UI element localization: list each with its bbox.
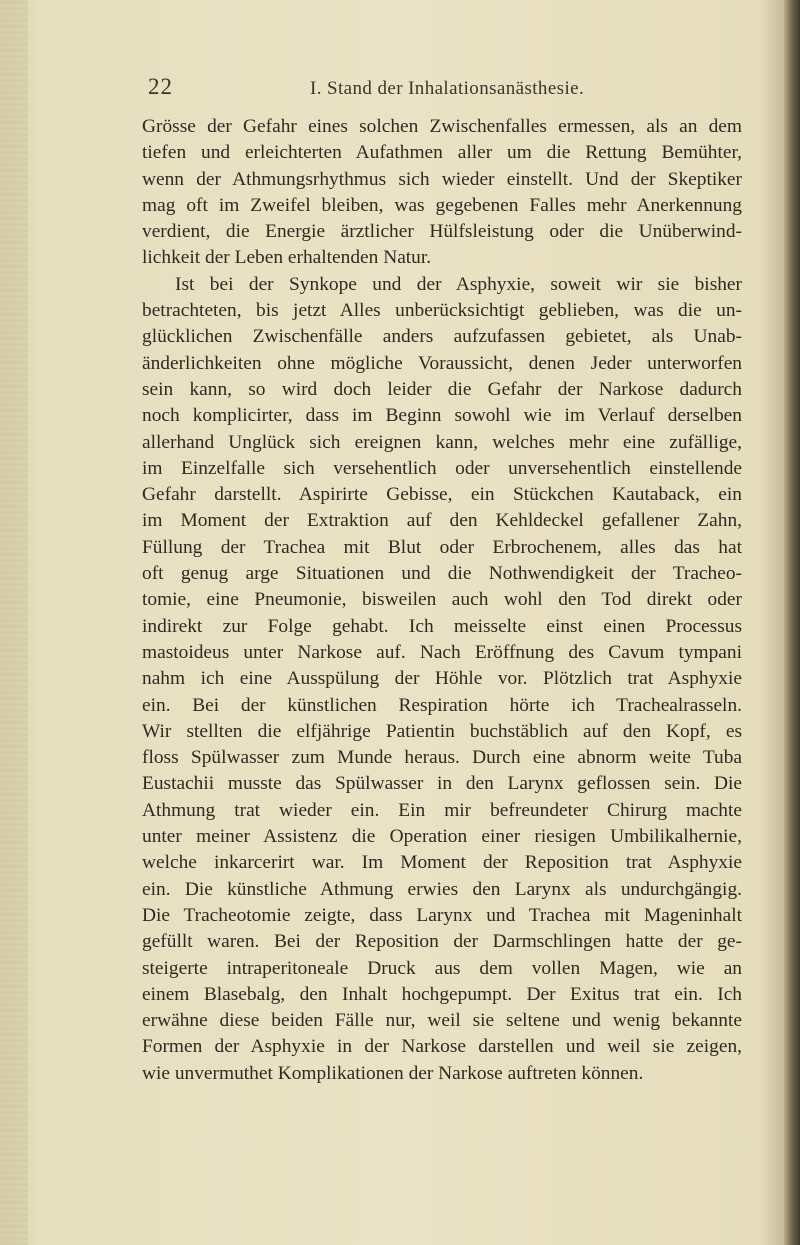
text-line: floss Spülwasser zum Munde heraus. Durch eine abnorm weite Tuba	[142, 747, 742, 769]
text-line: steigerte intraperitoneale Druck aus dem vollen Magen, wie an	[142, 957, 742, 979]
page-header	[148, 74, 708, 104]
page-left-edge	[0, 0, 28, 1245]
text-line: lichkeit der Leben erhaltenden Natur.	[142, 247, 432, 269]
text-line: Füllung der Trachea mit Blut oder Erbrochenem, alles das hat	[142, 536, 742, 558]
text-line: Die Tracheotomie zeigte, dass Larynx und Trachea mit Mageninhalt	[142, 904, 742, 926]
text-line: Wir stellten die elfjährige Patientin buchstäblich auf den Kopf, es	[142, 720, 742, 742]
body-text	[142, 114, 742, 1174]
text-line: Grösse der Gefahr eines solchen Zwischenfalles ermessen, als an dem	[142, 116, 742, 137]
text-line: indirekt zur Folge gehabt. Ich meisselte einst einen Processus	[142, 615, 742, 637]
text-line: Formen der Asphyxie in der Narkose darstellen und weil sie zeigen,	[142, 1036, 742, 1058]
text-line: noch komplicirter, dass im Beginn sowohl wie im Verlauf derselben	[142, 405, 742, 427]
text-line: im Einzelfalle sich versehentlich oder unversehentlich einstellende	[142, 457, 742, 479]
text-line: nahm ich eine Ausspülung der Höhle vor. Plötzlich trat Asphyxie	[142, 668, 742, 690]
text-line: oft genug arge Situationen und die Nothwendigkeit der Tracheo-	[142, 563, 742, 585]
text-line: erwähne diese beiden Fälle nur, weil sie seltene und wenig bekannte	[142, 1010, 742, 1032]
text-line: verdient, die Energie ärztlicher Hülfsleistung oder die Unüberwind-	[142, 221, 742, 243]
text-line: wie unvermuthet Komplikationen der Narkose auftreten können.	[142, 1062, 644, 1084]
running-head: I. Stand der Inhalationsanästhesie.	[310, 78, 585, 99]
text-line: tomie, eine Pneumonie, bisweilen auch wohl den Tod direkt oder	[142, 589, 742, 611]
text-line: ein. Die künstliche Athmung erwies den Larynx als undurchgängig.	[142, 878, 742, 900]
text-line: einem Blasebalg, den Inhalt hochgepumpt. Der Exitus trat ein. Ich	[142, 983, 742, 1005]
text-line: tiefen und erleichterten Aufathmen aller um die Rettung Bemühter,	[142, 142, 742, 164]
text-line: im Moment der Extraktion auf den Kehldeckel gefallener Zahn,	[142, 510, 742, 532]
text-line: änderlichkeiten ohne mögliche Voraussicht, denen Jeder unterworfen	[142, 352, 742, 374]
text-line: mastoideus unter Narkose auf. Nach Eröffnung des Cavum tympani	[142, 641, 742, 663]
text-line: betrachteten, bis jetzt Alles unberücksichtigt geblieben, was die un-	[142, 300, 742, 322]
text-line: unter meiner Assistenz die Operation einer riesigen Umbilikalhernie,	[142, 826, 742, 848]
text-line: Gefahr darstellt. Aspirirte Gebisse, ein Stückchen Kautaback, ein	[142, 484, 742, 506]
text-line: sein kann, so wird doch leider die Gefahr der Narkose dadurch	[142, 378, 742, 400]
text-line: welche inkarcerirt war. Im Moment der Reposition trat Asphyxie	[142, 852, 742, 874]
text-line: wenn der Athmungsrhythmus sich wieder einstellt. Und der Skeptiker	[142, 168, 742, 190]
page-number: 22	[148, 74, 173, 99]
text-line: mag oft im Zweifel bleiben, was gegebenen Falles mehr Anerkennung	[142, 194, 742, 216]
text-line: allerhand Unglück sich ereignen kann, welches mehr eine zufällige,	[142, 431, 742, 453]
page-binding-shadow	[784, 0, 800, 1245]
text-line: Eustachii musste das Spülwasser in den Larynx geflossen sein. Die	[142, 773, 742, 795]
text-line: glücklichen Zwischenfälle anders aufzufassen gebietet, als Unab-	[142, 326, 742, 348]
text-line: ein. Bei der künstlichen Respiration hörte ich Trachealrasseln.	[142, 694, 742, 716]
text-line: Athmung trat wieder ein. Ein mir befreundeter Chirurg machte	[142, 799, 742, 821]
text-line: gefüllt waren. Bei der Reposition der Darmschlingen hatte der ge-	[142, 931, 742, 953]
text-line: Ist bei der Synkope und der Asphyxie, soweit wir sie bisher	[175, 273, 742, 295]
